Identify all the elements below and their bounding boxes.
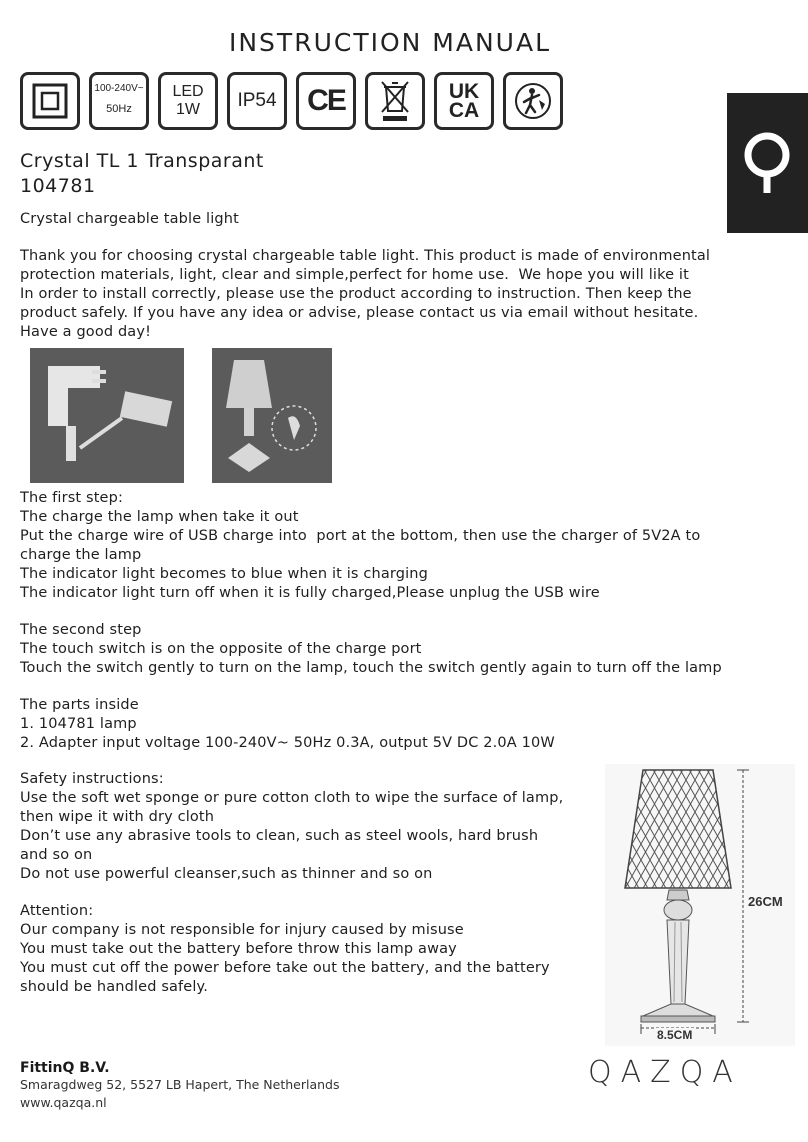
ukca-line-2: CA [448,99,480,122]
attention-line: Attention: [20,903,94,919]
parts-line: The parts inside [20,697,139,713]
safety-line: Don’t use any abrasive tools to clean, such as steel wools, hard brush [20,828,539,844]
ukca-line-1: UK [448,80,480,103]
height-dimension-label: 26CM [748,894,783,909]
step-line: charge the lamp [20,547,142,563]
brand-side-tab [727,93,808,233]
led-icon [158,72,218,130]
step-line: The second step [20,622,142,638]
step-line: The first step: [20,490,124,506]
ip-label: IP54 [237,90,277,111]
voltage-line-2: 50Hz [106,103,132,115]
parts-section [20,696,555,753]
lamp-dimension-diagram [605,764,795,1046]
parts-line: 1. 104781 lamp [20,716,137,732]
voltage-line-1: 100-240V~ [94,83,144,94]
safety-line: Do not use powerful cleanser,such as thinner and so on [20,866,433,882]
intro-paragraph [20,247,710,342]
intro-line: product safely. If you have any idea or advise, please contact us via email without hesitate. [20,305,699,321]
safety-line: and so on [20,847,93,863]
safety-line: Use the soft wet sponge or pure cotton cloth to wipe the surface of lamp, [20,790,564,806]
step-one-section [20,489,700,603]
step-line: Put the charge wire of USB charge into port at the bottom, then use the charger of 5V2A to [20,528,701,544]
intro-line: Have a good day! [20,324,152,340]
safety-line: then wipe it with dry cloth [20,809,215,825]
step-line: The indicator light turn off when it is fully charged,Please unplug the USB wire [20,585,600,601]
intro-line: protection materials, light, clear and simple,perfect for home use. We hope you will like it [20,267,689,283]
step-line: The touch switch is on the opposite of the charge port [20,641,422,657]
recycle-icon [503,72,563,130]
company-website[interactable]: www.qazqa.nl [20,1095,107,1110]
intro-line: In order to install correctly, please use the product according to instruction. Then keep the [20,286,692,302]
step-line: The indicator light becomes to blue when it is charging [20,566,428,582]
intro-line: Thank you for choosing crystal chargeable table light. This product is made of environmental [20,248,711,264]
certification-icons [20,72,563,130]
attention-line: You must cut off the power before take out the battery, and the battery [20,960,550,976]
product-code: 104781 [20,175,96,197]
led-label: LED 1W [172,83,204,118]
company-name: FittinQ B.V. [20,1060,110,1076]
step-line: Touch the switch gently to turn on the lamp, touch the switch gently again to turn off the lamp [20,660,722,676]
ip-rating-icon [227,72,287,130]
ce-mark-icon [296,72,356,130]
step-two-section [20,621,722,678]
qazqa-logo-icon [727,93,808,233]
attention-line: You must take out the battery before throw this lamp away [20,941,457,957]
voltage-icon [89,72,149,130]
weee-bin-icon [365,72,425,130]
ce-label: CE [307,84,345,117]
parts-line: 2. Adapter input voltage 100-240V~ 50Hz 0.3A, output 5V DC 2.0A 10W [20,735,555,751]
brand-logo: QAZQA [588,1055,742,1090]
step-line: The charge the lamp when take it out [20,509,299,525]
safety-line: Safety instructions: [20,771,164,787]
attention-section [20,902,550,997]
width-dimension-label: 8.5CM [657,1028,693,1042]
attention-line: Our company is not responsible for injury caused by misuse [20,922,464,938]
company-address: Smaragdweg 52, 5527 LB Hapert, The Netherlands [20,1077,340,1092]
double-insulation-icon [20,72,80,130]
page-title: INSTRUCTION MANUAL [228,28,551,57]
product-subtitle: Crystal chargeable table light [20,211,239,227]
attention-line: should be handled safely. [20,979,208,995]
safety-section [20,770,563,884]
lamp-touch-photo [212,348,332,483]
product-name: Crystal TL 1 Transparant [20,150,264,172]
charger-photo [30,348,184,483]
ukca-mark-icon [434,72,494,130]
